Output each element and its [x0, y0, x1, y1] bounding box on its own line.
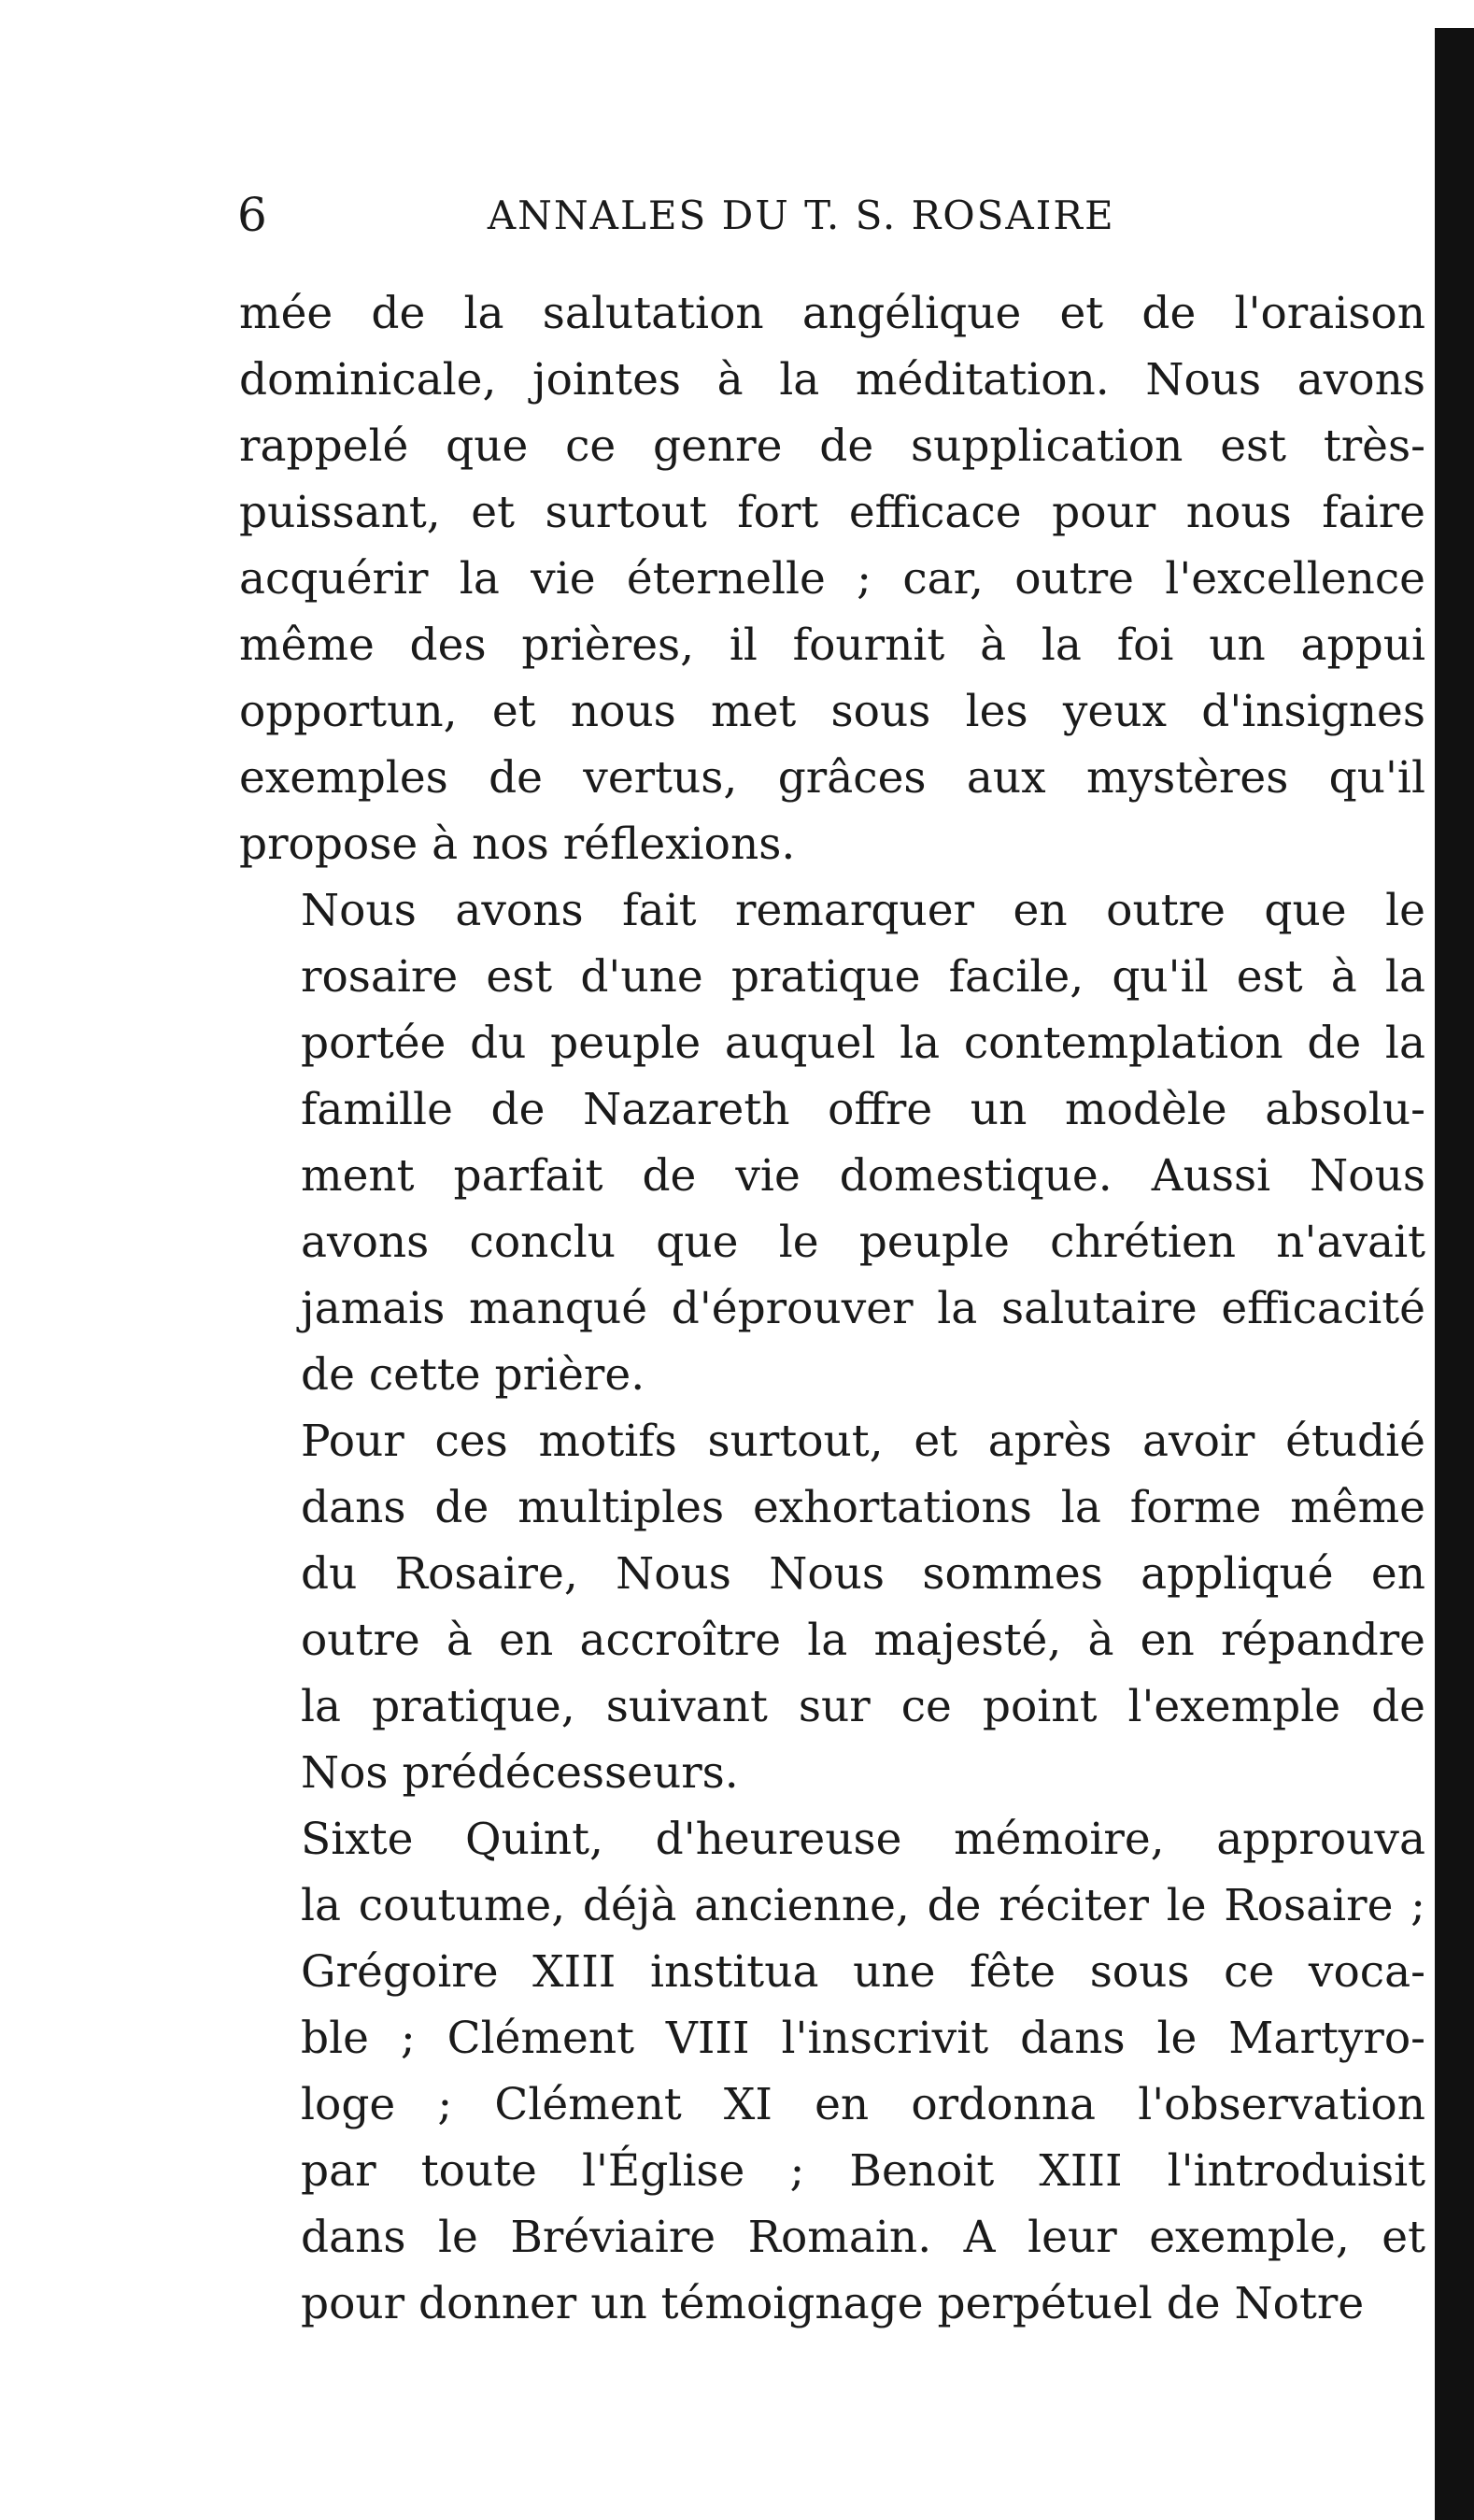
text-line: dans de multiples exhortations la forme même: [301, 1482, 1425, 1533]
paragraph: [239, 877, 1425, 1408]
body-text: [239, 280, 1425, 2337]
text-line: rosaire est d'une pratique facile, qu'il est à la: [301, 951, 1425, 1003]
text-line: rappelé que ce genre de supplication est très-: [239, 420, 1425, 472]
text-line: acquérir la vie éternelle ; car, outre l'excellence: [239, 553, 1425, 605]
text-line: exemples de vertus, grâces aux mystères qu'il: [239, 752, 1425, 804]
text-line: mée de la salutation angélique et de l'oraison: [239, 288, 1425, 339]
text-line: Grégoire XIII institua une fête sous ce voca-: [301, 1946, 1425, 1998]
text-line: la coutume, déjà ancienne, de réciter le Rosaire ;: [301, 1880, 1425, 1931]
text-line: pour donner un témoignage perpétuel de Notre: [301, 2278, 1365, 2329]
text-line: Pour ces motifs surtout, et après avoir étudié: [301, 1416, 1425, 1467]
text-line: de cette prière.: [301, 1349, 645, 1401]
scan-edge-shadow: [1435, 28, 1474, 2520]
paragraph: [239, 280, 1425, 877]
paragraph: [239, 1806, 1425, 2337]
paragraph: [239, 1408, 1425, 1806]
text-line: Sixte Quint, d'heureuse mémoire, approuva: [301, 1814, 1425, 1865]
text-line: avons conclu que le peuple chrétien n'avait: [301, 1217, 1425, 1268]
text-line: jamais manqué d'éprouver la salutaire efficacité: [301, 1283, 1425, 1334]
text-line: même des prières, il fournit à la foi un appui: [239, 619, 1425, 671]
text-line: famille de Nazareth offre un modèle absolu-: [301, 1084, 1425, 1135]
text-line: puissant, et surtout fort efficace pour nous faire: [239, 487, 1425, 538]
text-line: loge ; Clément XI en ordonna l'observation: [301, 2079, 1425, 2130]
text-line: du Rosaire, Nous Nous sommes appliqué en: [301, 1548, 1425, 1600]
text-line: dominicale, jointes à la méditation. Nous avons: [239, 354, 1425, 406]
text-line: ment parfait de vie domestique. Aussi Nous: [301, 1150, 1425, 1202]
text-line: dans le Bréviaire Romain. A leur exemple, et: [301, 2212, 1425, 2263]
text-line: la pratique, suivant sur ce point l'exemple de: [301, 1681, 1425, 1732]
page-number: 6: [237, 188, 267, 242]
text-line: outre à en accroître la majesté, à en répandre: [301, 1615, 1425, 1666]
text-line: Nous avons fait remarquer en outre que le: [301, 885, 1425, 936]
text-line: opportun, et nous met sous les yeux d'insignes: [239, 686, 1425, 737]
text-line: propose à nos réflexions.: [239, 819, 796, 870]
text-line: par toute l'Église ; Benoit XIII l'introduisit: [301, 2145, 1425, 2197]
text-line: ble ; Clément VIII l'inscrivit dans le Martyro-: [301, 2013, 1425, 2064]
running-title: ANNALES DU T. S. ROSAIRE: [487, 192, 1115, 238]
text-line: Nos prédécesseurs.: [301, 1747, 739, 1799]
page-header: [237, 178, 1171, 252]
text-line: portée du peuple auquel la contemplation de la: [301, 1018, 1425, 1069]
